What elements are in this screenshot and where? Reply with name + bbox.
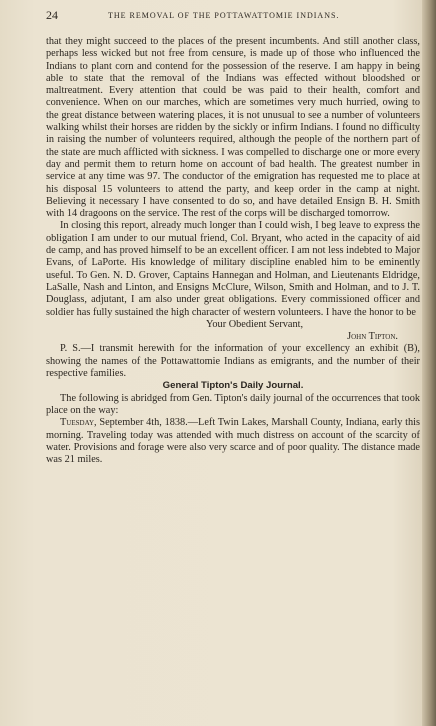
book-spine [422, 0, 436, 726]
page-text [46, 36, 420, 466]
section-title: General Tipton's Daily Journal. [162, 380, 304, 392]
page-header [46, 8, 418, 24]
signature: John Tipton. [347, 331, 398, 343]
paragraph-removal-report: that they might succeed to the places of the present incumbents. And still another class, perhaps less wicked but not free from censure, is made up of those who influenced the Indians to plant corn and contend for the possession of the reserve. I am happy in being able to state that the removal of the Indians was effected without bloodshed or maltreatment. Every attention that could be was paid to their health, comfort and convenience. When on our marches, which are sometimes very much hurried, owing to the great distance between watering places, it is not unusual to see a number of volunteers walking whilst their horses are ridden by the sickly or infirm Indians. I found no difficulty in raising the number of volunteers required, although the people of the northern part of the state are much afflicted with sickness. I was compelled to discharge one or more every day and permit them to return home on account of bad health. The greatest number in service at any time was 97. The conductor of the emigration has requested me to place at his disposal 15 volunteers to attend the party, and keep order in the camp at night. Believing it necessary I have consented to do so, and have detailed Ensign B. H. Smith with 14 dragoons on the service. The rest of the corps will be discharged tomorrow. [46, 36, 420, 220]
journal-entry-text: , September 4th, 1838.—Left Twin Lakes, Marshall County, Indiana, early this morning. Traveling today was attended with much distress on account of the scarcity of water. Provisions and forage were also very scarce and of poor quality. The distance made was 21 miles. [46, 417, 420, 466]
running-head: THE REMOVAL OF THE POTTAWATTOMIE INDIANS. [108, 11, 340, 20]
postscript: P. S.—I transmit herewith for the information of your excellency an exhibit (B), showing the names of the Pottawattomie Indians as emigrants, and the number of their respective families. [46, 343, 420, 380]
paragraph-journal-intro: The following is abridged from Gen. Tipton's daily journal of the occurrences that took place on the way: [46, 392, 420, 416]
page-number: 24 [46, 8, 58, 22]
paragraph-closing-report: In closing this report, already much longer than I could wish, I beg leave to express the obligation I am under to our mutual friend, Col. Bryant, who acted in the capacity of aid de camp, and has proved himself to be an excellent officer. I am not less indebted to Major Evans, of LaPorte. His knowledge of military discipline enabled him to be eminently useful. To Gen. N. D. Grover, Captains Hannegan and Holman, and Lieutenants Eldridge, LaSalle, Nash and Linton, and Ensigns McClure, Wilson, Smith and Holman, and to J. T. Douglass, adjutant, I am also under great obligations. Every commissioned officer and soldier has fully sustained the high character of western volunteers. I have the honor to be [46, 220, 420, 318]
journal-entry-day: Tuesday [60, 417, 95, 429]
closing-salutation: Your Obedient Servant, [206, 318, 304, 330]
paragraph-journal-entry [46, 417, 420, 466]
